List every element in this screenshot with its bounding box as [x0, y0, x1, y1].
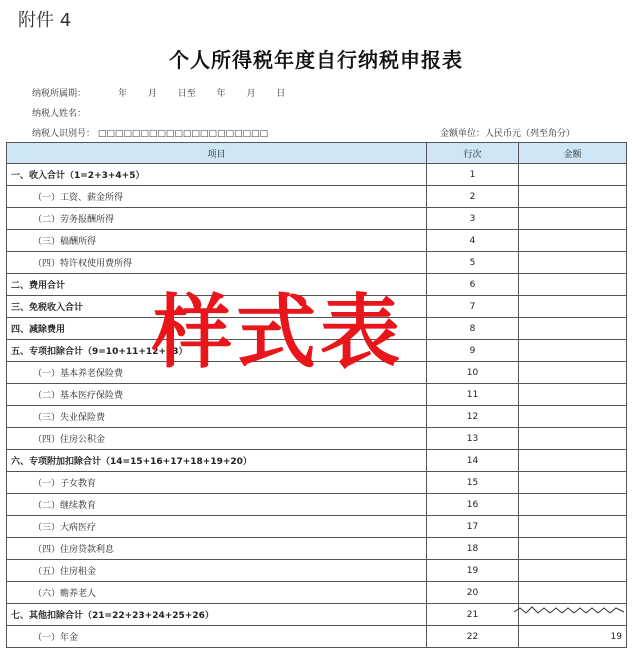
tax-period-value: 年 月 日至 年 月 日 — [118, 89, 286, 99]
table-row — [7, 494, 627, 516]
table-row — [7, 626, 627, 648]
table-row — [7, 450, 627, 472]
table-row — [7, 230, 627, 252]
row-item: 三、免税收入合计 — [7, 296, 427, 318]
taxpayer-id-row — [32, 126, 268, 139]
row-item: （二）基本医疗保险费 — [7, 384, 427, 406]
row-line-number: 13 — [427, 428, 519, 450]
row-item: （二）劳务报酬所得 — [7, 208, 427, 230]
row-amount[interactable] — [519, 538, 627, 560]
row-amount[interactable] — [519, 494, 627, 516]
row-item: （三）稿酬所得 — [7, 230, 427, 252]
row-item: 一、收入合计（1=2+3+4+5） — [7, 164, 427, 186]
row-item: 四、减除费用 — [7, 318, 427, 340]
table-row — [7, 516, 627, 538]
form-title: 个人所得税年度自行纳税申报表 — [169, 48, 463, 72]
table-row — [7, 472, 627, 494]
table-row — [7, 164, 627, 186]
row-line-number: 19 — [427, 560, 519, 582]
row-line-number: 20 — [427, 582, 519, 604]
amount-unit-note: 金额单位：人民币元（列至角分） — [440, 129, 576, 139]
row-item: （二）继续教育 — [7, 494, 427, 516]
row-item: （一）基本养老保险费 — [7, 362, 427, 384]
row-amount[interactable] — [519, 274, 627, 296]
attachment-label: 附件 4 — [18, 10, 72, 31]
row-line-number: 21 — [427, 604, 519, 626]
row-line-number: 18 — [427, 538, 519, 560]
table-row — [7, 538, 627, 560]
row-item: 二、费用合计 — [7, 274, 427, 296]
row-amount[interactable] — [519, 340, 627, 362]
row-item: （五）住房租金 — [7, 560, 427, 582]
row-amount[interactable] — [519, 318, 627, 340]
row-item: 六、专项附加扣除合计（14=15+16+17+18+19+20） — [7, 450, 427, 472]
row-line-number: 17 — [427, 516, 519, 538]
row-line-number: 10 — [427, 362, 519, 384]
row-line-number: 15 — [427, 472, 519, 494]
row-amount[interactable] — [519, 296, 627, 318]
table-row — [7, 406, 627, 428]
row-line-number: 8 — [427, 318, 519, 340]
row-amount[interactable] — [519, 450, 627, 472]
row-item: （三）失业保险费 — [7, 406, 427, 428]
row-line-number: 12 — [427, 406, 519, 428]
table-row — [7, 384, 627, 406]
row-item: （四）住房贷款利息 — [7, 538, 427, 560]
table-header-row — [7, 143, 627, 164]
row-line-number: 9 — [427, 340, 519, 362]
header-line: 行次 — [427, 143, 519, 164]
row-amount[interactable] — [519, 516, 627, 538]
row-item: 五、专项扣除合计（9=10+11+12+13） — [7, 340, 427, 362]
row-line-number: 7 — [427, 296, 519, 318]
row-line-number: 14 — [427, 450, 519, 472]
row-amount[interactable] — [519, 406, 627, 428]
row-line-number: 1 — [427, 164, 519, 186]
row-line-number: 2 — [427, 186, 519, 208]
taxpayer-id-boxes: □□□□□□□□□□□□□□□□□□□□ — [97, 129, 268, 139]
row-item: （一）子女教育 — [7, 472, 427, 494]
table-row — [7, 428, 627, 450]
row-item: （四）住房公积金 — [7, 428, 427, 450]
row-line-number: 6 — [427, 274, 519, 296]
row-line-number: 11 — [427, 384, 519, 406]
row-amount[interactable] — [519, 384, 627, 406]
row-amount[interactable] — [519, 252, 627, 274]
header-amount: 金额 — [519, 143, 627, 164]
tax-period-label: 纳税所属期： — [32, 89, 87, 99]
row-item: （四）特许权使用费所得 — [7, 252, 427, 274]
row-item: （六）赡养老人 — [7, 582, 427, 604]
row-item: 七、其他扣除合计（21=22+23+24+25+26） — [7, 604, 427, 626]
sample-watermark-stamp: 样式表 — [152, 286, 404, 379]
table-row — [7, 582, 627, 604]
row-amount[interactable] — [519, 230, 627, 252]
table-row — [7, 560, 627, 582]
row-amount[interactable] — [519, 560, 627, 582]
row-amount[interactable] — [519, 428, 627, 450]
table-row — [7, 208, 627, 230]
taxpayer-id-label: 纳税人识别号： — [32, 129, 96, 139]
table-row — [7, 186, 627, 208]
row-amount[interactable] — [519, 582, 627, 604]
row-amount[interactable] — [519, 362, 627, 384]
taxpayer-name-label: 纳税人姓名： — [32, 109, 87, 119]
row-item: （一）年金 — [7, 626, 427, 648]
handwriting-mark — [512, 604, 628, 618]
row-amount[interactable] — [519, 164, 627, 186]
row-line-number: 4 — [427, 230, 519, 252]
row-line-number: 5 — [427, 252, 519, 274]
row-line-number: 3 — [427, 208, 519, 230]
header-item: 项目 — [7, 143, 427, 164]
row-amount[interactable]: 19 — [519, 626, 627, 648]
row-item: （三）大病医疗 — [7, 516, 427, 538]
row-amount[interactable] — [519, 186, 627, 208]
row-amount[interactable] — [519, 472, 627, 494]
row-amount[interactable] — [519, 208, 627, 230]
row-line-number: 16 — [427, 494, 519, 516]
declaration-table — [6, 142, 627, 648]
row-line-number: 22 — [427, 626, 519, 648]
row-item: （一）工资、薪金所得 — [7, 186, 427, 208]
